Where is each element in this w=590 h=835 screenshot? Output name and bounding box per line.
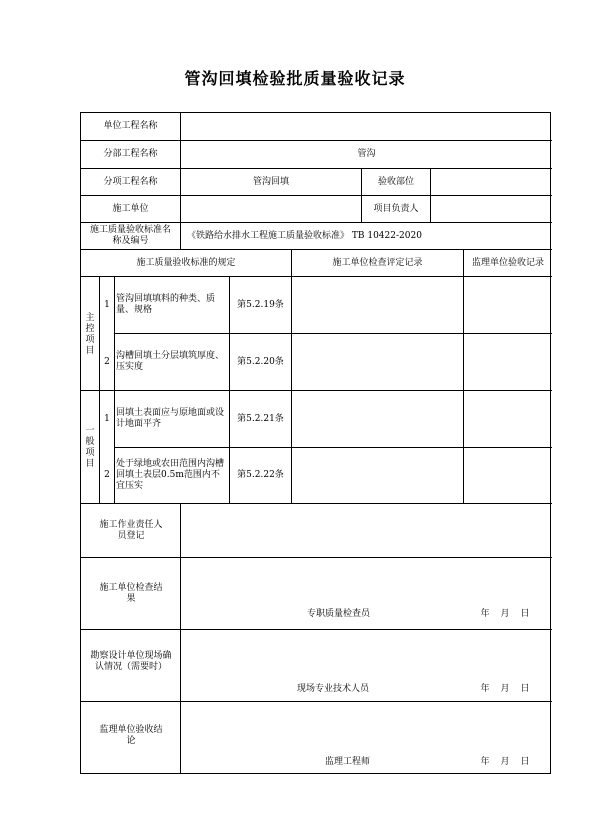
division-project-label: 分部工程名称 [103,149,158,159]
project-leader-value[interactable] [431,196,552,222]
general-group-label: 一般项目 [85,426,95,469]
unit-project-label: 单位工程名称 [103,121,158,131]
col-divider [114,276,115,503]
unit-project-value[interactable] [181,113,552,140]
standard-name-label: 施工质量验收标准名称及编号 [89,225,171,246]
contractor-check-header: 施工单位检查评定记录 [332,257,423,268]
month-label: 月 [500,683,510,694]
site-engineer-label: 现场专业技术人员 [297,683,370,694]
subitem-project-value[interactable]: 管沟回填 [252,176,289,187]
division-project-value[interactable]: 管沟 [357,149,376,159]
inspection-record-table [80,112,551,774]
construction-unit-label: 施工单位 [112,203,149,214]
page-title: 管沟回填检验批质量验收记录 [184,69,406,88]
item-number: 2 [104,470,110,480]
supervisor-check-header: 监理单位验收记录 [471,257,544,268]
item-description: 管沟回填填料的种类、质量、规格 [116,294,216,315]
supervisor-conclusion-label: 监理单位验收结论 [99,724,163,746]
quality-inspector-label: 专职质量检查员 [307,608,371,619]
col-divider [180,503,181,773]
year-label: 年 [480,756,490,767]
acceptance-part-value[interactable] [431,169,552,195]
subitem-project-label: 分项工程名称 [103,176,158,187]
month-label: 月 [500,756,510,767]
day-label: 日 [520,756,530,767]
spec-header: 施工质量验收标准的规定 [136,257,236,268]
design-confirm-label: 勘察设计单位现场确认情况（需要时） [90,650,172,672]
item-description: 回填土表面应与原地面或设计地面平齐 [116,408,225,429]
item-description: 处于绿地或农田范围内沟槽回填土表层0.5m范围内不宜压实 [116,459,225,491]
main-control-group-label: 主控项目 [85,313,95,356]
project-leader-label: 项目负责人 [373,203,419,214]
item-clause: 第5.2.19条 [237,299,284,310]
year-label: 年 [480,608,490,619]
item-number: 2 [104,356,110,367]
item-number: 1 [104,299,110,310]
item-clause: 第5.2.22条 [237,470,284,480]
month-label: 月 [500,608,510,619]
acceptance-part-label: 验收部位 [377,176,414,187]
day-label: 日 [520,683,530,694]
col-divider [463,249,464,503]
item-number: 1 [104,413,110,424]
item-description: 沟槽回填土分层填筑厚度、压实度 [116,351,225,372]
standard-value: 《铁路给水排水工程施工质量验收标准》 TB 10422-2020 [187,230,422,241]
year-label: 年 [480,683,490,694]
supervising-engineer-label: 监理工程师 [325,756,371,767]
item-clause: 第5.2.21条 [237,413,284,424]
personnel-label: 施工作业责任人员登记 [99,519,163,541]
col-divider [291,249,292,503]
day-label: 日 [520,608,530,619]
contractor-result-label: 施工单位检查结果 [99,582,163,604]
construction-unit-value[interactable] [181,196,361,222]
item-clause: 第5.2.20条 [237,356,284,367]
